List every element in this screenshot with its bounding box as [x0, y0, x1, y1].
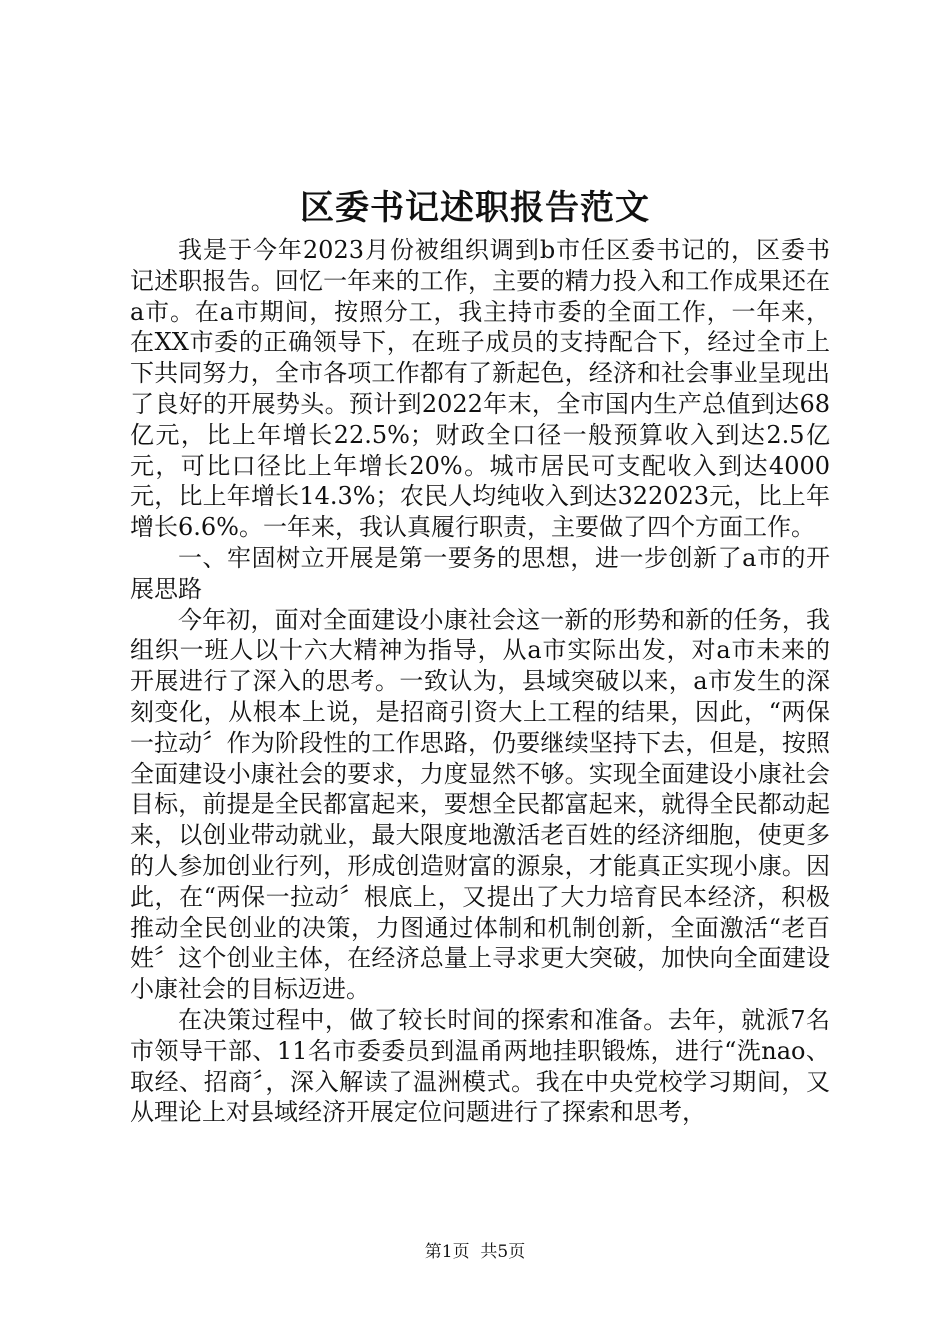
- page-footer: [0, 1240, 950, 1264]
- document-body: [130, 235, 830, 1128]
- document-title: 区委书记述职报告范文: [300, 188, 650, 228]
- paragraph-decision: 在决策过程中，做了较长时间的探索和准备。去年，就派7名市领导干部、11名市委委员到温甬两地挂职锻炼，进行“洗nao、取经、招商〞，深入解读了温洲模式。我在中央党校学习期间，又从理论上对县域经济开展定位问题进行了探索和思考，: [130, 1005, 830, 1127]
- paragraph-thinking: 今年初，面对全面建设小康社会这一新的形势和新的任务，我组织一班人以十六大精神为指导，从a市实际出发，对a市未来的开展进行了深入的思考。一致认为，县域突破以来，a市发生的深刻变化，从根本上说，是招商引资大上工程的结果，因此，“两保一拉动〞作为阶段性的工作思路，仍要继续坚持下去，但是，按照全面建设小康社会的要求，力度显然不够。实现全面建设小康社会目标，前提是全民都富起来，要想全民都富起来，就得全民都动起来，以创业带动就业，最大限度地激活老百姓的经济细胞，使更多的人参加创业行列，形成创造财富的源泉，才能真正实现小康。因此，在“两保一拉动〞根底上，又提出了大力培育民本经济，积极推动全民创业的决策，力图通过体制和机制创新，全面激活“老百姓〞这个创业主体，在经济总量上寻求更大突破，加快向全面建设小康社会的目标迈进。: [130, 605, 830, 1004]
- page-number: 第1页 共5页: [424, 1242, 526, 1262]
- paragraph-intro: 我是于今年2023月份被组织调到b市任区委书记的，区委书记述职报告。回忆一年来的工作，主要的精力投入和工作成果还在a市。在a市期间，按照分工，我主持市委的全面工作，一年来，在XX市委的正确领导下，在班子成员的支持配合下，经过全市上下共同努力，全市各项工作都有了新起色，经济和社会事业呈现出了良好的开展势头。预计到2022年末，全市国内生产总值到达68亿元，比上年增长22.5%；财政全口径一般预算收入到达2.5亿元，可比口径比上年增长20%。城市居民可支配收入到达4000元，比上年增长14.3%；农民人均纯收入到达322023元，比上年增长6.6%。一年来，我认真履行职责，主要做了四个方面工作。: [130, 236, 830, 542]
- section-heading-1: 一、牢固树立开展是第一要务的思想，进一步创新了a市的开展思路: [130, 543, 830, 603]
